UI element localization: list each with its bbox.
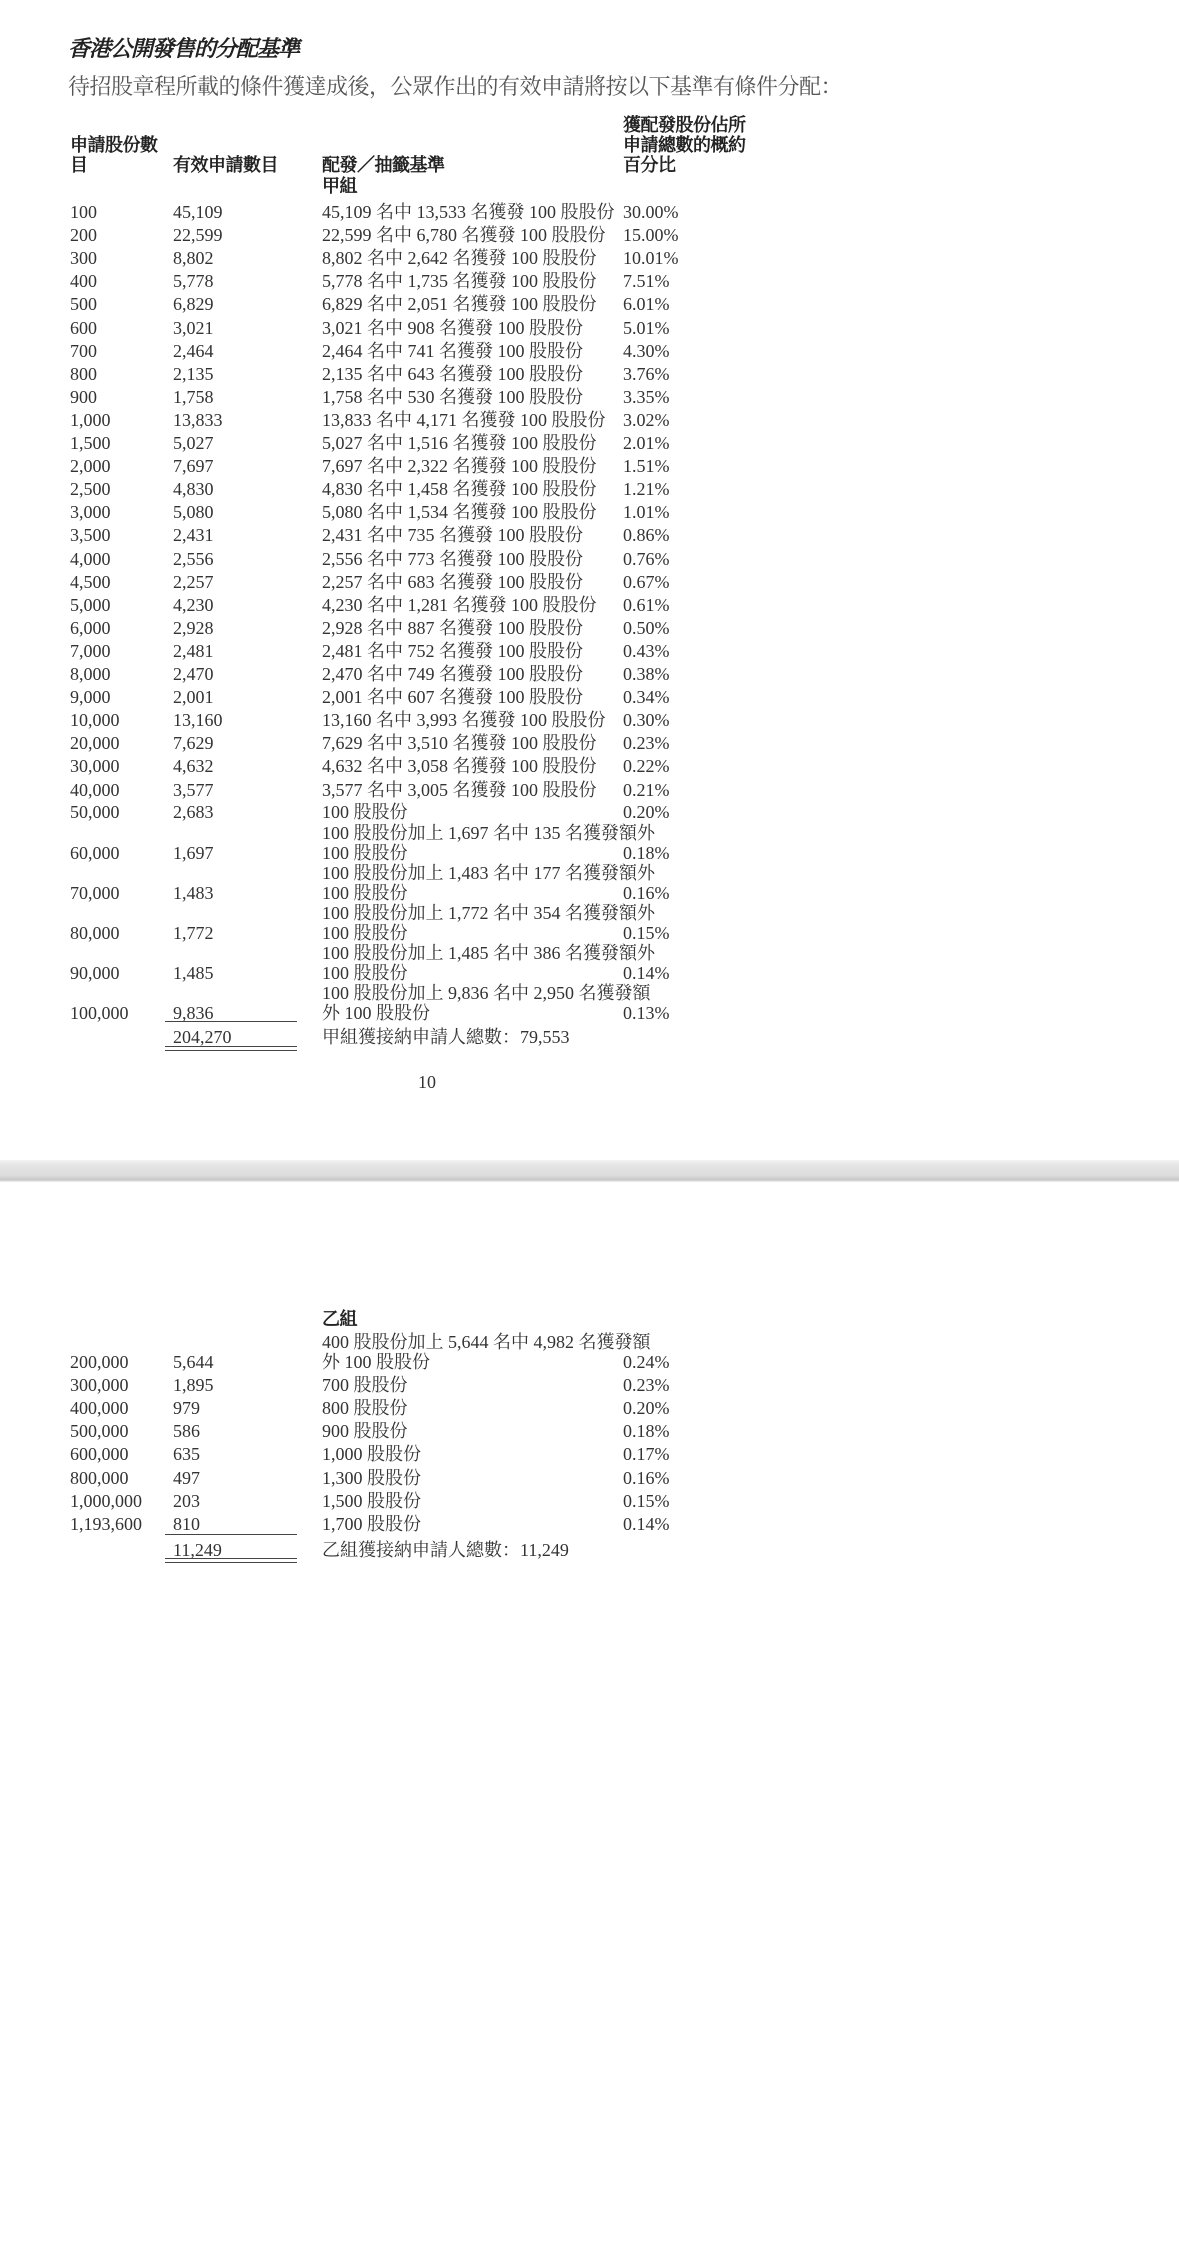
valid-applications: 1,697 (173, 843, 214, 863)
allocation-basis: 900 股股份 (322, 1421, 408, 1442)
allocation-percent: 0.18% (623, 1421, 670, 1442)
allocation-percent: 0.86% (623, 525, 670, 546)
allocation-percent: 0.20% (623, 1398, 670, 1419)
allocation-basis: 1,700 股股份 (322, 1513, 421, 1534)
shares-applied: 1,193,600 (70, 1513, 142, 1534)
allocation-basis: 13,160 名中 3,993 名獲發 100 股股份 (322, 710, 606, 731)
allocation-basis: 2,928 名中 887 名獲發 100 股股份 (322, 617, 583, 638)
valid-applications: 586 (173, 1421, 200, 1442)
allocation-basis-line1: 100 股股份加上 1,483 名中 177 名獲發額外 (322, 863, 655, 883)
allocation-percent: 7.51% (623, 271, 670, 292)
shares-applied: 300,000 (70, 1375, 129, 1396)
allocation-percent: 0.24% (623, 1352, 670, 1372)
allocation-basis: 6,829 名中 2,051 名獲發 100 股股份 (322, 294, 597, 315)
shares-applied: 800 (70, 363, 97, 384)
shares-applied: 8,000 (70, 664, 111, 684)
allocation-basis: 8,802 名中 2,642 名獲發 100 股股份 (322, 248, 597, 269)
shares-applied: 700 (70, 340, 97, 361)
allocation-percent: 0.30% (623, 710, 670, 731)
allocation-percent: 30.00% (623, 202, 679, 222)
shares-applied: 1,000 (70, 409, 111, 430)
allocation-percent: 2.01% (623, 433, 670, 453)
allocation-basis: 1,500 股股份 (322, 1490, 421, 1511)
shares-applied: 3,000 (70, 502, 111, 523)
header-basis: 配發／抽籤基準 (322, 155, 445, 176)
section-title: 香港公開發售的分配基準 (68, 37, 300, 62)
shares-applied: 40,000 (70, 779, 120, 800)
total-double-rule (165, 1046, 297, 1051)
shares-applied: 1,000,000 (70, 1490, 142, 1511)
allocation-percent: 0.23% (623, 1375, 670, 1396)
allocation-basis-line1: 100 股股份加上 1,485 名中 386 名獲發額外 (322, 943, 655, 963)
shares-applied: 6,000 (70, 617, 111, 638)
shares-applied: 4,000 (70, 548, 111, 569)
shares-applied: 80,000 (70, 923, 120, 943)
valid-applications: 635 (173, 1444, 200, 1465)
shares-applied: 100,000 (70, 1003, 129, 1023)
allocation-percent: 0.67% (623, 571, 670, 592)
shares-applied: 5,000 (70, 594, 111, 615)
valid-applications: 2,683 (173, 802, 214, 822)
valid-applications: 9,836 (173, 1003, 214, 1023)
allocation-basis-line1: 100 股股份加上 1,697 名中 135 名獲發額外 (322, 823, 655, 843)
allocation-basis: 45,109 名中 13,533 名獲發 100 股股份 (322, 202, 615, 222)
shares-applied: 400,000 (70, 1398, 129, 1419)
allocation-basis: 5,080 名中 1,534 名獲發 100 股股份 (322, 502, 597, 523)
valid-applications: 203 (173, 1490, 200, 1511)
valid-applications: 2,257 (173, 571, 214, 592)
allocation-percent: 0.17% (623, 1444, 670, 1465)
allocation-percent: 0.14% (623, 1513, 670, 1534)
allocation-basis: 13,833 名中 4,171 名獲發 100 股股份 (322, 409, 606, 430)
header-shares-line1: 申請股份數 (70, 135, 158, 156)
allocation-basis: 2,001 名中 607 名獲發 100 股股份 (322, 687, 583, 708)
shares-applied: 400 (70, 271, 97, 292)
allocation-basis: 700 股股份 (322, 1375, 408, 1396)
allocation-percent: 3.02% (623, 409, 670, 430)
valid-applications: 3,021 (173, 317, 214, 338)
allocation-percent: 0.15% (623, 1490, 670, 1511)
valid-applications: 4,830 (173, 479, 214, 500)
shares-applied: 2,500 (70, 479, 111, 500)
allocation-percent: 4.30% (623, 340, 670, 361)
allocation-percent: 0.43% (623, 640, 670, 661)
allocation-basis: 2,481 名中 752 名獲發 100 股股份 (322, 640, 583, 661)
allocation-basis: 100 股股份 (322, 923, 408, 943)
valid-applications: 8,802 (173, 248, 214, 269)
allocation-basis: 2,464 名中 741 名獲發 100 股股份 (322, 340, 583, 361)
total-double-rule (165, 1558, 297, 1563)
shares-applied: 90,000 (70, 963, 120, 983)
allocation-basis: 100 股股份 (322, 963, 408, 983)
allocation-percent: 0.15% (623, 923, 670, 943)
allocation-percent: 0.38% (623, 664, 670, 684)
valid-applications: 7,629 (173, 733, 214, 754)
shares-applied: 9,000 (70, 687, 111, 708)
allocation-percent: 0.50% (623, 617, 670, 638)
allocation-basis: 1,300 股股份 (322, 1467, 421, 1488)
valid-applications: 2,464 (173, 340, 214, 361)
allocation-basis: 4,632 名中 3,058 名獲發 100 股股份 (322, 756, 597, 777)
allocation-basis: 3,577 名中 3,005 名獲發 100 股股份 (322, 779, 597, 800)
allocation-percent: 1.01% (623, 502, 670, 523)
allocation-basis: 22,599 名中 6,780 名獲發 100 股股份 (322, 225, 606, 246)
valid-applications: 2,431 (173, 525, 214, 546)
allocation-basis: 7,629 名中 3,510 名獲發 100 股股份 (322, 733, 597, 754)
allocation-percent: 3.35% (623, 386, 670, 407)
allocation-percent: 1.21% (623, 479, 670, 500)
valid-applications: 1,772 (173, 923, 214, 943)
allocation-percent: 0.76% (623, 548, 670, 569)
allocation-basis: 3,021 名中 908 名獲發 100 股股份 (322, 317, 583, 338)
valid-applications: 5,080 (173, 502, 214, 523)
allocation-percent: 0.14% (623, 963, 670, 983)
pool-b-total-label: 乙組獲接納申請人總數：11,249 (322, 1540, 569, 1560)
valid-applications: 810 (173, 1513, 200, 1534)
valid-applications: 2,928 (173, 617, 214, 638)
shares-applied: 200 (70, 225, 97, 246)
allocation-basis: 外 100 股股份 (322, 1003, 430, 1023)
pool-b-total-applications: 11,249 (173, 1540, 222, 1560)
shares-applied: 50,000 (70, 802, 120, 822)
subtotal-rule (165, 1021, 297, 1022)
pool-a-total-applications: 204,270 (173, 1027, 232, 1047)
allocation-percent: 0.34% (623, 687, 670, 708)
allocation-percent: 5.01% (623, 317, 670, 338)
allocation-percent: 0.61% (623, 594, 670, 615)
valid-applications: 4,632 (173, 756, 214, 777)
pool-a-total-label: 甲組獲接納申請人總數：79,553 (322, 1027, 570, 1047)
valid-applications: 5,778 (173, 271, 214, 292)
valid-applications: 4,230 (173, 594, 214, 615)
page-number: 10 (418, 1072, 436, 1092)
valid-applications: 5,027 (173, 433, 214, 453)
allocation-basis-line1: 100 股股份加上 1,772 名中 354 名獲發額外 (322, 903, 655, 923)
shares-applied: 20,000 (70, 733, 120, 754)
allocation-basis: 4,830 名中 1,458 名獲發 100 股股份 (322, 479, 597, 500)
shares-applied: 200,000 (70, 1352, 129, 1372)
allocation-basis: 7,697 名中 2,322 名獲發 100 股股份 (322, 456, 597, 477)
allocation-percent: 0.23% (623, 733, 670, 754)
shares-applied: 3,500 (70, 525, 111, 546)
valid-applications: 497 (173, 1467, 200, 1488)
shares-applied: 60,000 (70, 843, 120, 863)
valid-applications: 45,109 (173, 202, 223, 222)
valid-applications: 1,485 (173, 963, 214, 983)
valid-applications: 2,001 (173, 687, 214, 708)
allocation-percent: 0.16% (623, 883, 670, 903)
allocation-percent: 10.01% (623, 248, 679, 269)
header-percent-line3: 百分比 (623, 155, 676, 176)
allocation-percent: 1.51% (623, 456, 670, 477)
header-percent-line2: 申請總數的概約 (623, 135, 746, 156)
shares-applied: 70,000 (70, 883, 120, 903)
shares-applied: 2,000 (70, 456, 111, 477)
section-intro: 待招股章程所載的條件獲達成後，公眾作出的有效申請將按以下基準有條件分配： (68, 75, 843, 100)
allocation-percent: 0.18% (623, 843, 670, 863)
shares-applied: 600 (70, 317, 97, 338)
allocation-basis: 100 股股份 (322, 802, 408, 822)
allocation-basis: 1,758 名中 530 名獲發 100 股股份 (322, 386, 583, 407)
shares-applied: 1,500 (70, 433, 111, 453)
shares-applied: 500 (70, 294, 97, 315)
valid-applications: 7,697 (173, 456, 214, 477)
shares-applied: 30,000 (70, 756, 120, 777)
shares-applied: 600,000 (70, 1444, 129, 1465)
pool-b-label: 乙組 (322, 1309, 357, 1330)
shares-applied: 500,000 (70, 1421, 129, 1442)
allocation-basis: 1,000 股股份 (322, 1444, 421, 1465)
valid-applications: 1,895 (173, 1375, 214, 1396)
shares-applied: 300 (70, 248, 97, 269)
allocation-basis: 5,778 名中 1,735 名獲發 100 股股份 (322, 271, 597, 292)
allocation-basis: 100 股股份 (322, 843, 408, 863)
allocation-basis: 2,135 名中 643 名獲發 100 股股份 (322, 363, 583, 384)
valid-applications: 1,483 (173, 883, 214, 903)
allocation-basis: 2,556 名中 773 名獲發 100 股股份 (322, 548, 583, 569)
allocation-basis-line1: 100 股股份加上 9,836 名中 2,950 名獲發額 (322, 983, 651, 1003)
valid-applications: 1,758 (173, 386, 214, 407)
allocation-percent: 6.01% (623, 294, 670, 315)
allocation-basis-line1: 400 股股份加上 5,644 名中 4,982 名獲發額 (322, 1332, 651, 1352)
shares-applied: 4,500 (70, 571, 111, 592)
allocation-basis: 4,230 名中 1,281 名獲發 100 股股份 (322, 594, 597, 615)
allocation-basis: 800 股股份 (322, 1398, 408, 1419)
page-separator (0, 1160, 1179, 1182)
valid-applications: 22,599 (173, 225, 223, 246)
allocation-percent: 15.00% (623, 225, 679, 246)
allocation-basis: 5,027 名中 1,516 名獲發 100 股股份 (322, 433, 597, 453)
shares-applied: 10,000 (70, 710, 120, 731)
valid-applications: 13,833 (173, 409, 223, 430)
valid-applications: 979 (173, 1398, 200, 1419)
shares-applied: 7,000 (70, 640, 111, 661)
shares-applied: 800,000 (70, 1467, 129, 1488)
header-percent-line1: 獲配發股份佔所 (623, 115, 746, 136)
allocation-basis: 100 股股份 (322, 883, 408, 903)
allocation-percent: 0.13% (623, 1003, 670, 1023)
valid-applications: 2,481 (173, 640, 214, 661)
valid-applications: 2,135 (173, 363, 214, 384)
valid-applications: 3,577 (173, 779, 214, 800)
valid-applications: 2,556 (173, 548, 214, 569)
allocation-basis: 2,470 名中 749 名獲發 100 股股份 (322, 664, 583, 684)
allocation-basis: 2,431 名中 735 名獲發 100 股股份 (322, 525, 583, 546)
shares-applied: 100 (70, 202, 97, 222)
allocation-percent: 0.22% (623, 756, 670, 777)
allocation-percent: 0.20% (623, 802, 670, 822)
shares-applied: 900 (70, 386, 97, 407)
allocation-percent: 0.16% (623, 1467, 670, 1488)
allocation-percent: 0.21% (623, 779, 670, 800)
valid-applications: 5,644 (173, 1352, 214, 1372)
header-applications: 有效申請數目 (173, 155, 278, 176)
allocation-percent: 3.76% (623, 363, 670, 384)
allocation-basis: 外 100 股股份 (322, 1352, 430, 1372)
valid-applications: 13,160 (173, 710, 223, 731)
allocation-basis: 2,257 名中 683 名獲發 100 股股份 (322, 571, 583, 592)
pool-a-label: 甲組 (322, 176, 357, 197)
header-shares-line2: 目 (70, 155, 88, 176)
subtotal-rule (165, 1534, 297, 1535)
valid-applications: 6,829 (173, 294, 214, 315)
valid-applications: 2,470 (173, 664, 214, 684)
